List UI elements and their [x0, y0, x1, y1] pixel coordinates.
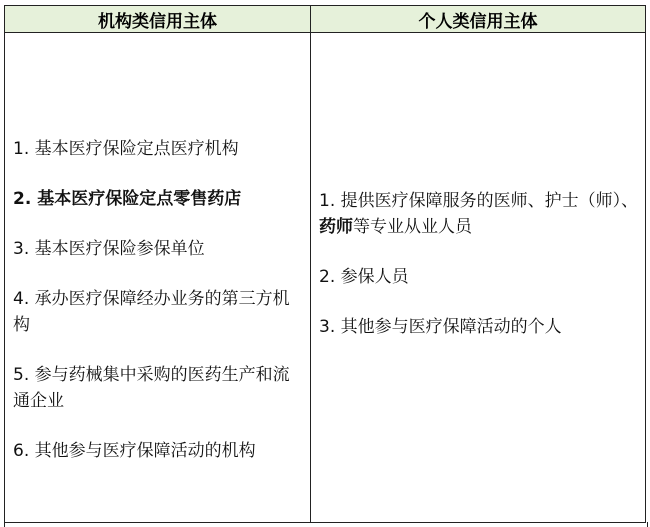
individual-item-1 — [319, 188, 639, 240]
next-row-edge — [4, 522, 648, 527]
header-institution-subjects: 机构类信用主体 — [5, 6, 311, 33]
individual-item-1-tail: 等专业从业人员 — [353, 216, 472, 237]
institution-subjects-cell — [5, 33, 311, 523]
table-header-row — [5, 6, 646, 33]
institution-item-4: 4. 承办医疗保障经办业务的第三方机构 — [13, 288, 290, 335]
individual-item-1-emphasis: 药师 — [319, 216, 353, 237]
institution-item-1: 1. 基本医疗保险定点医疗机构 — [13, 138, 239, 159]
credit-subject-table — [4, 5, 646, 523]
header-individual-subjects: 个人类信用主体 — [311, 6, 646, 33]
individual-item-2: 2. 参保人员 — [319, 266, 409, 287]
institution-item-5: 5. 参与药械集中采购的医药生产和流通企业 — [13, 364, 290, 411]
institution-item-2: 2. 基本医疗保险定点零售药店 — [13, 188, 242, 209]
individual-subjects-cell — [311, 33, 646, 523]
individual-item-3: 3. 其他参与医疗保障活动的个人 — [319, 316, 562, 337]
table-body-row — [5, 33, 646, 523]
institution-item-6: 6. 其他参与医疗保障活动的机构 — [13, 440, 256, 461]
individual-item-1-text: 1. 提供医疗保障服务的医师、护士（师）、 — [319, 190, 639, 211]
institution-item-3: 3. 基本医疗保险参保单位 — [13, 238, 205, 259]
